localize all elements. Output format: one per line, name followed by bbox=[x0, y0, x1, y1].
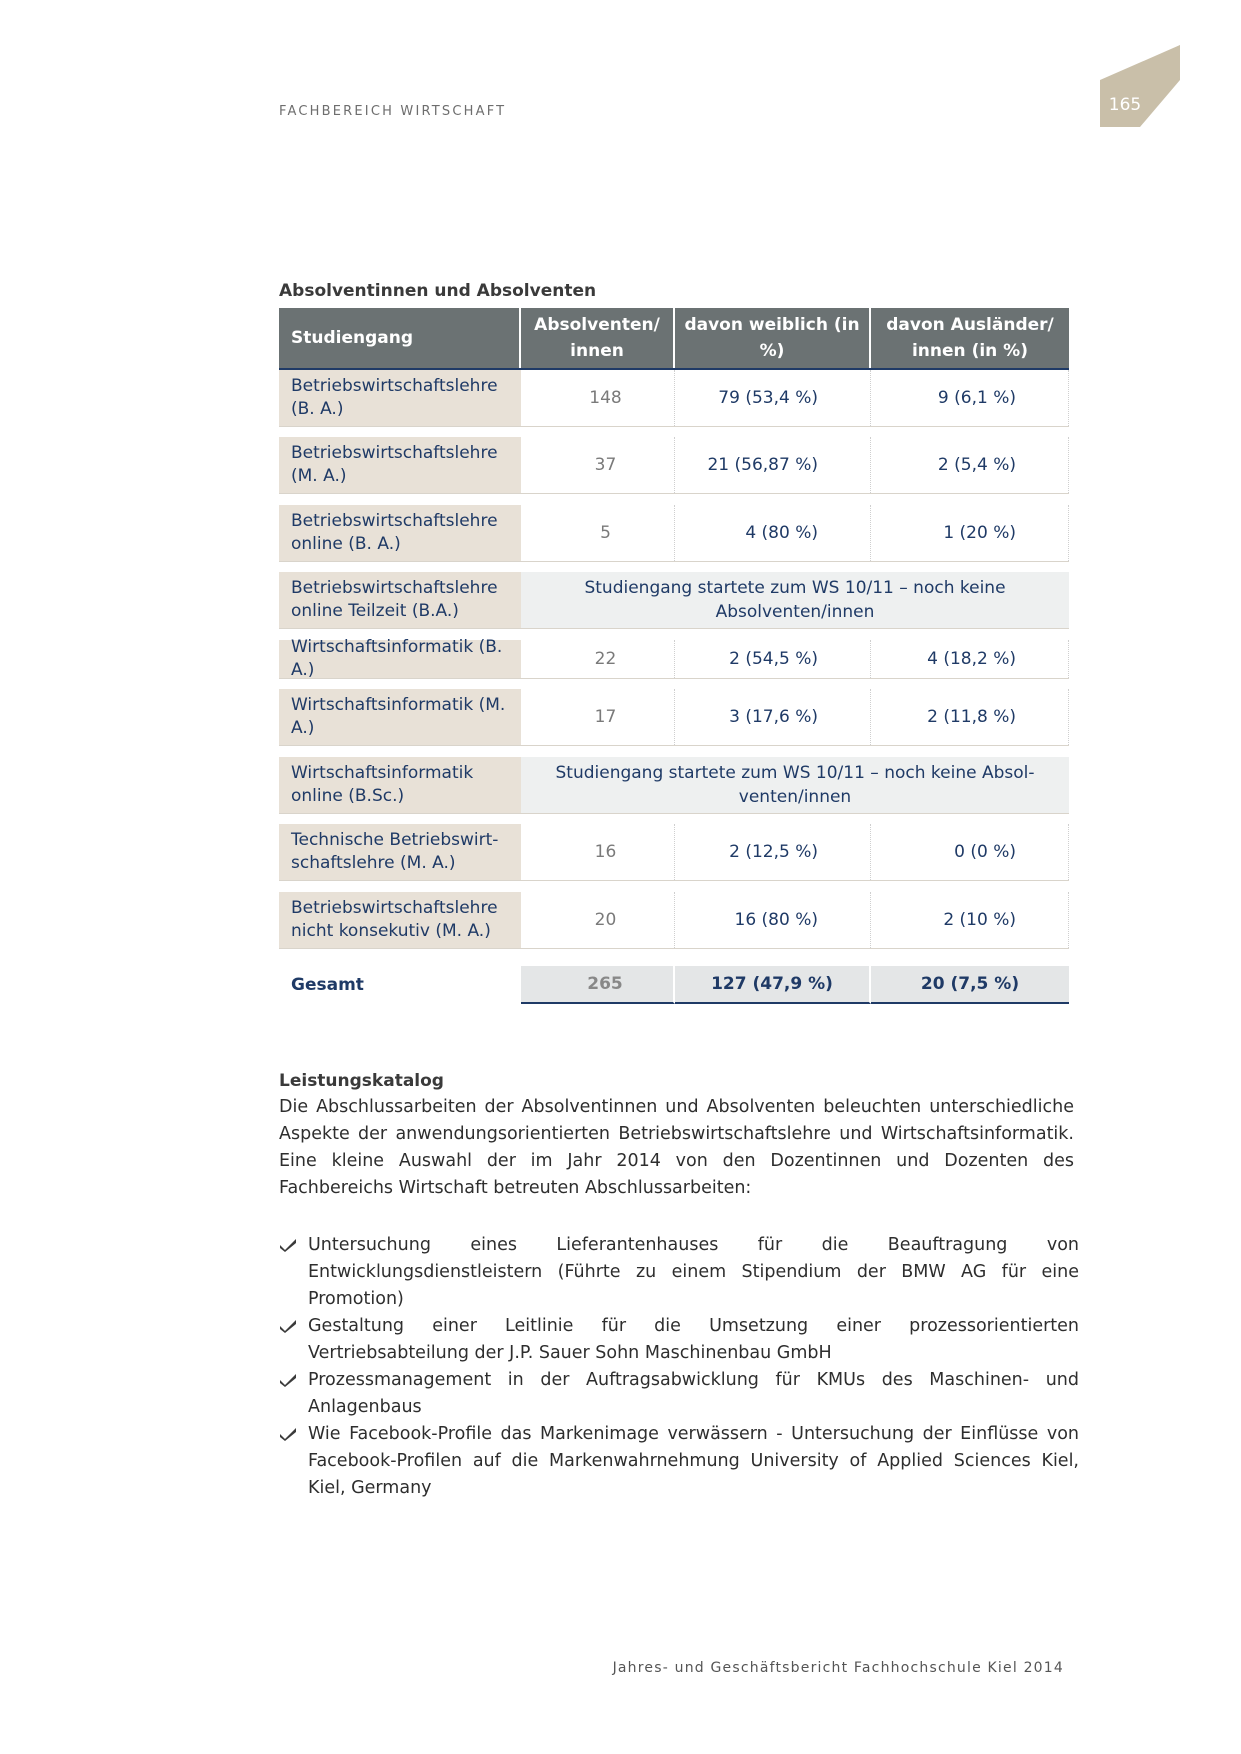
foreign-cell: 0 (0 %) bbox=[871, 824, 1069, 880]
row-note: Studiengang startete zum WS 10/11 – noch keine Absolventen/innen bbox=[521, 572, 1069, 628]
table-row bbox=[279, 572, 1069, 629]
table-row bbox=[279, 637, 1069, 680]
program-cell: Betriebswirtschaftslehre nicht konsekutiv (M. A.) bbox=[279, 892, 521, 948]
program-cell: Technische Betriebswirt- schaftslehre (M. A.) bbox=[279, 824, 521, 880]
graduates-cell: 17 bbox=[521, 689, 675, 745]
catalog-intro: Die Abschlussarbeiten der Absolventinnen und Absolventen beleuchten unterschiedliche Aspekte der anwendungsorientierten Betriebswirtschaftslehre und Wirtschaftsinformatik. Eine kleine Auswahl der im Jahr 2014 von den Dozentinnen und Dozenten des Fachbereichs Wirtschaft betreuten Abschlussarbeiten: bbox=[279, 1097, 1074, 1198]
page-footer: Jahres- und Geschäftsbericht Fachhochschule Kiel 2014 bbox=[612, 1660, 1064, 1676]
check-icon bbox=[279, 1237, 297, 1253]
graduates-table bbox=[279, 308, 1069, 995]
female-cell: 21 (56,87 %) bbox=[675, 437, 871, 493]
female-cell: 4 (80 %) bbox=[675, 505, 871, 561]
total-graduates: 265 bbox=[521, 966, 675, 1004]
catalog-title: Leistungskatalog bbox=[279, 1071, 444, 1091]
check-icon bbox=[279, 1318, 297, 1334]
foreign-cell: 2 (10 %) bbox=[871, 892, 1069, 948]
graduates-cell: 148 bbox=[521, 370, 675, 426]
table-title: Absolventinnen und Absolventen bbox=[279, 281, 597, 301]
graduates-cell: 16 bbox=[521, 824, 675, 880]
foreign-cell: 2 (5,4 %) bbox=[871, 437, 1069, 493]
page-number: 165 bbox=[1108, 95, 1142, 115]
list-item-text: Untersuchung eines Lieferantenhauses für die Beauftragung von Entwicklungsdienstleistern (Führte zu einem Stipendium der BMW AG für eine Promotion) bbox=[308, 1235, 1079, 1309]
list-item-text: Wie Facebook-Profile das Markenimage verwässern - Untersuchung der Einflüsse von Facebook-Profilen auf die Markenwahrnehmung University of Applied Sciences Kiel, Kiel, Germany bbox=[308, 1424, 1079, 1498]
program-cell: Betriebswirtschaftslehre (B. A.) bbox=[279, 370, 521, 426]
thesis-list bbox=[279, 1232, 1079, 1502]
table-header-row bbox=[279, 308, 1069, 370]
running-head: FACHBEREICH WIRTSCHAFT bbox=[279, 104, 507, 119]
female-cell: 2 (12,5 %) bbox=[675, 824, 871, 880]
list-item bbox=[279, 1232, 1079, 1313]
list-item bbox=[279, 1313, 1079, 1367]
graduates-cell: 22 bbox=[521, 640, 675, 678]
total-female: 127 (47,9 %) bbox=[675, 966, 871, 1004]
foreign-cell: 1 (20 %) bbox=[871, 505, 1069, 561]
program-cell: Betriebswirtschaftslehre (M. A.) bbox=[279, 437, 521, 493]
program-cell: Betriebswirtschaftslehre online Teilzeit (B.A.) bbox=[279, 572, 521, 628]
program-cell: Wirtschaftsinformatik online (B.Sc.) bbox=[279, 757, 521, 813]
graduates-cell: 37 bbox=[521, 437, 675, 493]
female-cell: 16 (80 %) bbox=[675, 892, 871, 948]
column-header-program: Studiengang bbox=[279, 308, 521, 368]
total-label: Gesamt bbox=[291, 974, 364, 995]
check-icon bbox=[279, 1426, 297, 1442]
table-row bbox=[279, 824, 1069, 881]
list-item-text: Gestaltung einer Leitlinie für die Umsetzung einer prozessorientierten Vertriebsabteilung der J.P. Sauer Sohn Maschinenbau GmbH bbox=[308, 1316, 1079, 1363]
check-icon bbox=[279, 1372, 297, 1388]
program-cell: Wirtschaftsinformatik (B. A.) bbox=[279, 640, 521, 678]
list-item bbox=[279, 1421, 1079, 1502]
table-row bbox=[279, 437, 1069, 494]
female-cell: 3 (17,6 %) bbox=[675, 689, 871, 745]
table-row bbox=[279, 757, 1069, 814]
table-row bbox=[279, 892, 1069, 949]
program-cell: Betriebswirtschaftslehre online (B. A.) bbox=[279, 505, 521, 561]
list-item bbox=[279, 1367, 1079, 1421]
graduates-cell: 5 bbox=[521, 505, 675, 561]
graduates-cell: 20 bbox=[521, 892, 675, 948]
list-item-text: Prozessmanagement in der Auftragsabwicklung für KMUs des Maschinen- und Anlagenbaus bbox=[308, 1370, 1079, 1417]
column-header-graduates: Absolventen/ innen bbox=[521, 308, 675, 368]
female-cell: 2 (54,5 %) bbox=[675, 640, 871, 678]
foreign-cell: 4 (18,2 %) bbox=[871, 640, 1069, 678]
program-cell: Wirtschaftsinformatik (M. A.) bbox=[279, 689, 521, 745]
column-header-female: davon weiblich (in %) bbox=[675, 308, 871, 368]
table-row bbox=[279, 689, 1069, 746]
foreign-cell: 9 (6,1 %) bbox=[871, 370, 1069, 426]
table-row bbox=[279, 370, 1069, 427]
row-note: Studiengang startete zum WS 10/11 – noch keine Absol- venten/innen bbox=[521, 757, 1069, 813]
column-header-foreign: davon Ausländer/ innen (in %) bbox=[886, 315, 1054, 361]
female-cell: 79 (53,4 %) bbox=[675, 370, 871, 426]
table-total-row bbox=[279, 966, 1069, 1004]
table-row bbox=[279, 505, 1069, 562]
foreign-cell: 2 (11,8 %) bbox=[871, 689, 1069, 745]
total-foreign: 20 (7,5 %) bbox=[871, 966, 1069, 1004]
